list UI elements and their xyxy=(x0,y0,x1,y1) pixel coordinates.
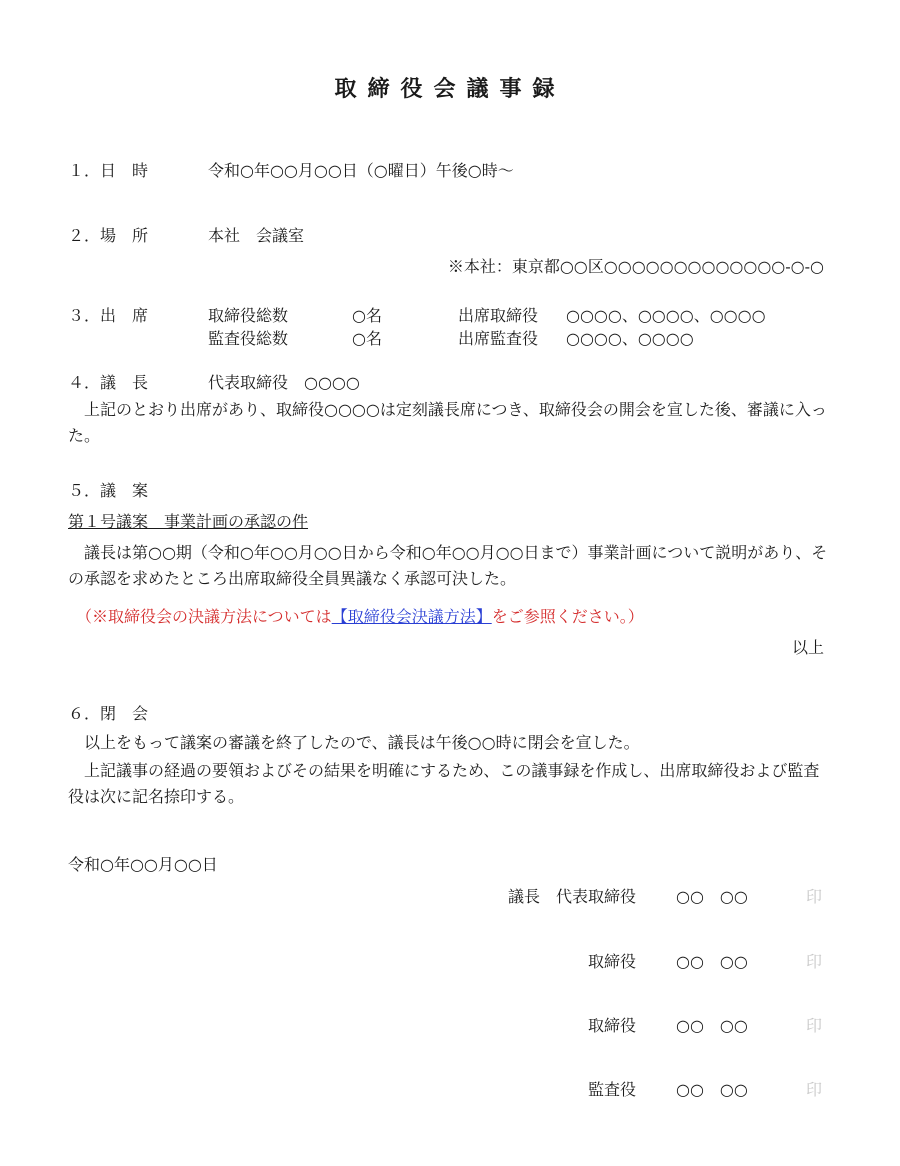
signature-name-chair: ○○ ○○ xyxy=(676,887,748,906)
attendance-names-auditors: ○○○○、○○○○ xyxy=(566,329,694,348)
seal-mark: 印 xyxy=(806,887,823,906)
proposal-paragraph: 議長は第○○期（令和○年○○月○○日から令和○年○○月○○日まで）事業計画について説明があり、その承認を求めたところ出席取締役全員異議なく承認可決した。 xyxy=(68,543,828,588)
signature-name-auditor: ○○ ○○ xyxy=(676,1080,748,1099)
place-address-note: ※本社：東京都○○区○○○○○○○○○○○○○-○-○ xyxy=(447,257,824,276)
section-heading-proposals: ５．議 案 xyxy=(68,481,149,500)
attendance-label-auditors: 監査役総数 xyxy=(208,329,289,348)
attendance-label-directors: 取締役総数 xyxy=(208,306,289,325)
proposal-note xyxy=(76,609,644,625)
proposal-title: 第１号議案 事業計画の承認の件 xyxy=(68,512,309,531)
signature-name-director-1: ○○ ○○ xyxy=(676,952,748,971)
signature-role-director-2: 取締役 xyxy=(587,1016,636,1035)
seal-mark: 印 xyxy=(806,1080,823,1099)
signature-role-director-1: 取締役 xyxy=(587,952,636,971)
attendance-names-directors: ○○○○、○○○○、○○○○ xyxy=(566,306,766,325)
signature-role-auditor: 監査役 xyxy=(587,1080,636,1099)
seal-mark: 印 xyxy=(806,952,823,971)
closing-paragraph-2: 上記議事の経過の要領およびその結果を明確にするため、この議事録を作成し、出席取締役および監査役は次に記名捺印する。 xyxy=(68,761,820,806)
signature-role-chair: 議長 代表取締役 xyxy=(507,887,636,906)
proposal-note-prefix: （※取締役会の決議方法については xyxy=(76,607,332,626)
attendance-count-auditors: ○名 xyxy=(352,329,382,348)
signature-name-director-2: ○○ ○○ xyxy=(676,1016,748,1035)
chair-paragraph: 上記のとおり出席があり、取締役○○○○は定刻議長席につき、取締役会の開会を宣した後、審議に入った。 xyxy=(68,400,827,445)
proposal-note-suffix: をご参照ください。） xyxy=(491,607,644,626)
section-heading-chair: ４．議 長 xyxy=(68,373,149,392)
document-date: 令和○年○○月○○日 xyxy=(68,855,218,874)
attendance-role-directors: 出席取締役 xyxy=(458,306,539,325)
chair-name: 代表取締役 ○○○○ xyxy=(208,373,360,392)
section-heading-place: ２．場 所 xyxy=(68,226,149,245)
meeting-datetime: 令和○年○○月○○日（○曜日）午後○時～ xyxy=(208,161,514,180)
section-heading-datetime: １．日 時 xyxy=(68,161,149,180)
document-title: 取締役会議事録 xyxy=(334,76,566,102)
attendance-count-directors: ○名 xyxy=(352,306,382,325)
closing-paragraph-1: 以上をもって議案の審議を終了したので、議長は午後○○時に閉会を宣した。 xyxy=(84,733,640,752)
section-heading-closing: ６．閉 会 xyxy=(68,704,149,723)
seal-mark: 印 xyxy=(806,1016,823,1035)
decision-method-link[interactable]: 【取締役会決議方法】 xyxy=(331,607,492,626)
attendance-role-auditors: 出席監査役 xyxy=(458,329,539,348)
section-heading-attendance: ３．出 席 xyxy=(68,306,149,325)
meeting-place: 本社 会議室 xyxy=(208,226,305,245)
end-mark: 以上 xyxy=(791,638,824,657)
